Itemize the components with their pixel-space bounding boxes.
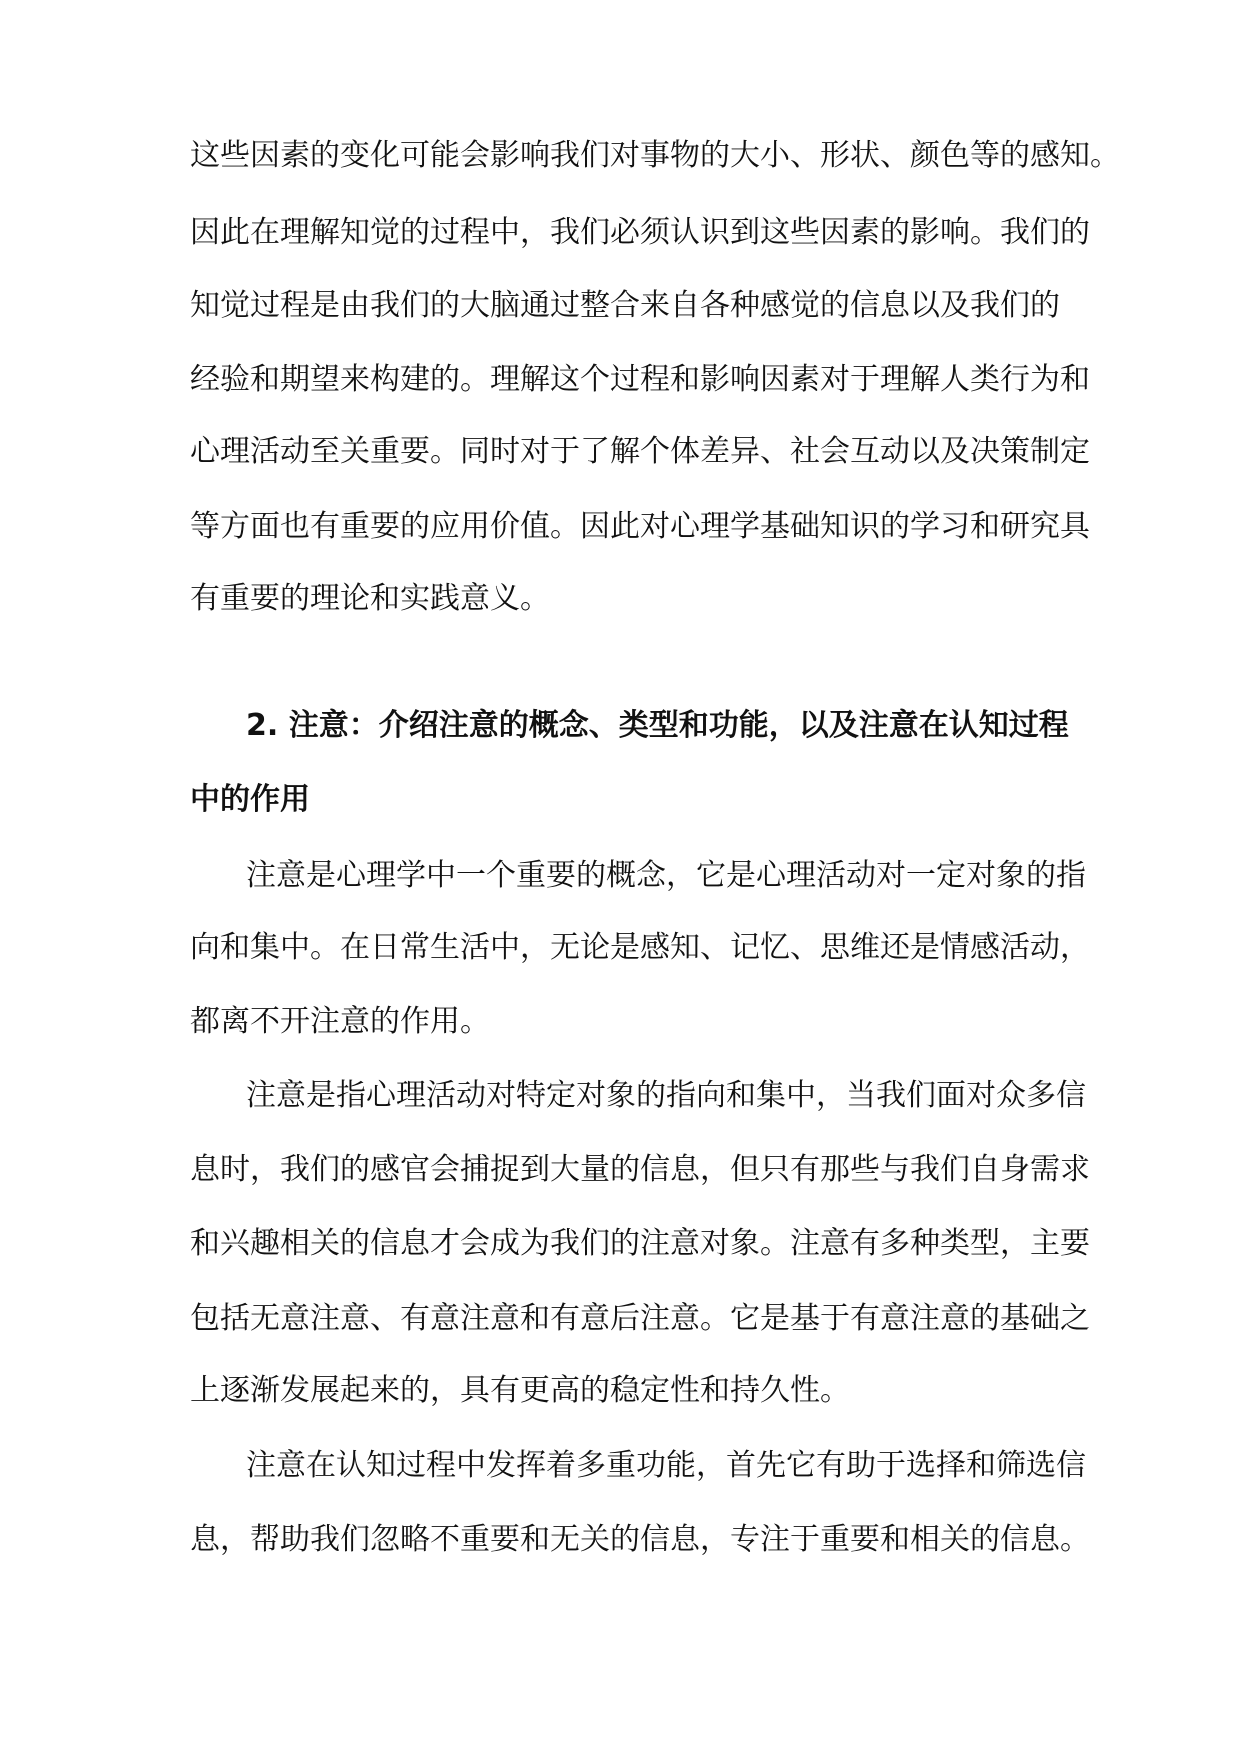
body-text-line: 经验和期望来构建的。理解这个过程和影响因素对于理解人类行为和 <box>190 362 1090 397</box>
body-text-line: 向和集中。在日常生活中，无论是感知、记忆、思维还是情感活动， <box>190 930 1090 965</box>
body-text-line: 息时，我们的感官会捕捉到大量的信息，但只有那些与我们自身需求 <box>190 1152 1090 1187</box>
body-text-line: 有重要的理论和实践意义。 <box>190 581 550 616</box>
body-text-line: 因此在理解知觉的过程中，我们必须认识到这些因素的影响。我们的 <box>190 215 1090 250</box>
body-text-line: 心理活动至关重要。同时对于了解个体差异、社会互动以及决策制定 <box>190 434 1090 469</box>
body-text-line: 包括无意注意、有意注意和有意后注意。它是基于有意注意的基础之 <box>190 1301 1090 1336</box>
paragraph-first-line: 注意是指心理活动对特定对象的指向和集中，当我们面对众多信 <box>246 1078 1086 1113</box>
paragraph-first-line: 注意在认知过程中发挥着多重功能，首先它有助于选择和筛选信 <box>246 1448 1086 1483</box>
body-text-line: 上逐渐发展起来的，具有更高的稳定性和持久性。 <box>190 1373 850 1408</box>
paragraph-first-line: 注意是心理学中一个重要的概念，它是心理活动对一定对象的指 <box>246 858 1086 893</box>
section-heading: 中的作用 <box>190 782 310 817</box>
section-heading: 2. 注意：介绍注意的概念、类型和功能，以及注意在认知过程 <box>246 708 1069 743</box>
body-text-line: 和兴趣相关的信息才会成为我们的注意对象。注意有多种类型，主要 <box>190 1226 1090 1261</box>
body-text-line: 等方面也有重要的应用价值。因此对心理学基础知识的学习和研究具 <box>190 509 1090 544</box>
body-text-line: 这些因素的变化可能会影响我们对事物的大小、形状、颜色等的感知。 <box>190 138 1120 173</box>
body-text-line: 都离不开注意的作用。 <box>190 1004 490 1039</box>
body-text-line: 息，帮助我们忽略不重要和无关的信息，专注于重要和相关的信息。 <box>190 1522 1090 1557</box>
body-text-line: 知觉过程是由我们的大脑通过整合来自各种感觉的信息以及我们的 <box>190 288 1060 323</box>
